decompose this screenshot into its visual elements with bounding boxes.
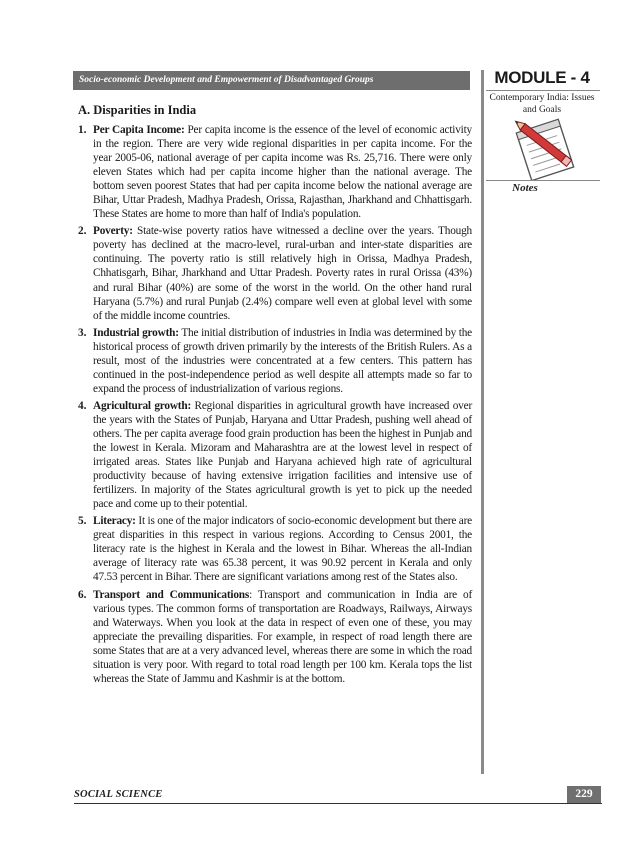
item-body: : Transport and communication in India are of various types. The common forms of transportation are Roadways, Railways, Airways and Waterways. When you look at the data in respect of even one of these, you may appreciate the prevailing disparities. For example, in respect of road length there are some States that are at a very advanced level, whereas there are some in which the road situation is very poor. With regard to total road length per 100 km. Kerala tops the list whereas the State of Jammu and Kashmir is at the bottom. — [93, 588, 473, 685]
item-heading: Poverty: — [93, 225, 133, 238]
item-text — [93, 326, 472, 396]
item-number: 2. — [78, 225, 87, 238]
item-body: Per capita income is the essence of the level of economic activity in the region. There are very wide regional disparities in per capita income. For the year 2005-06, national average of per capita income was Rs. 25,716. There were only eleven States which had per capita income higher than the national average. The bottom seven poorest States that had per capita income below the national average are Bihar, Uttar Pradesh, Madhya Pradesh, Orissa, Rajasthan, Jharkhand and Chhattisgarh. These States are home to more than half of India's population. — [93, 124, 472, 221]
module-title: MODULE - 4 — [494, 68, 590, 87]
module-rule — [486, 90, 600, 91]
list-item — [78, 514, 472, 584]
module-subtitle — [482, 93, 602, 116]
item-number: 4. — [78, 399, 87, 412]
item-number: 1. — [78, 124, 87, 136]
module-subtitle-line1: Contemporary India: Issues — [489, 93, 595, 103]
running-header-title: Socio-economic Development and Empowerment of Disadvantaged Groups — [79, 75, 374, 85]
list-item — [78, 399, 472, 511]
item-heading: Per Capita Income: — [93, 124, 185, 136]
item-body: It is one of the major indicators of socio-economic development but there are great disparities in this respect in various regions. According to Census 2001, the literacy rate is the highest in Kerala and the lowest in Bihar. Whereas the all-Indian average of literacy rate was 65.38 percent, it was 90.92 percent in Kerala and only 47.53 percent in Bihar. There are significant variations among rest of the States also. — [93, 515, 472, 584]
footer-subject: SOCIAL SCIENCE — [74, 789, 163, 800]
notes-label: Notes — [512, 182, 538, 194]
item-heading: Literacy: — [93, 515, 136, 528]
notes-rule — [486, 180, 600, 181]
item-number: 6. — [78, 588, 87, 601]
section-title: A. Disparities in India — [78, 103, 197, 117]
list-item — [78, 224, 472, 322]
main-content — [78, 103, 472, 689]
item-text — [93, 588, 472, 686]
item-body: Regional disparities in agricultural growth have increased over the years with the States of Punjab, Haryana and Uttar Pradesh, pushing well ahead of others. The per capita average food grain production has been the highest in Punjab and the lowest in Kerala. Mizoram and Maharashtra are at the lowest level in respect of irrigated areas. States like Punjab and Haryana achieved high rate of agricultural productivity because of having extensive irrigation facilities and intensive use of fertilizers. In majority of the States agricultural growth is yet to pick up the needed pace and come up to their potential. — [93, 399, 473, 511]
item-text — [93, 123, 472, 221]
item-text — [93, 224, 472, 322]
item-heading: Industrial growth: — [93, 326, 179, 339]
item-number: 5. — [78, 515, 87, 528]
list-item — [78, 588, 472, 686]
item-text — [93, 399, 472, 511]
module-subtitle-line2: and Goals — [522, 104, 562, 115]
running-header — [73, 71, 470, 90]
notepad-with-pencil-icon — [505, 115, 585, 181]
item-number: 3. — [78, 326, 87, 339]
item-heading: Agricultural growth: — [93, 399, 192, 412]
item-body: State-wise poverty ratios have witnessed a decline over the years. Though poverty has declined at the macro-level, rural-urban and inter-state disparities are continuing. The poverty ratio is still relatively high in Orissa, Madhya Pradesh, Chhatisgarh, Bihar, Jharkhand and Uttar Pradesh. Poverty rates in rural Orissa (43%) and rural Bihar (40%) are some of the worst in the world. On the other hand rural Haryana (5.7%) and rural Punjab (2.4%) compare well even at global level with some of the middle income countries. — [93, 225, 472, 322]
list-item — [78, 123, 472, 221]
item-body: The initial distribution of industries in India was determined by the historical process of growth driven primarily by the interests of the British Rulers. As a result, most of the industries were concentrated at a few centers. This pattern has continued in the post-independence period as well despite all attempts made so far to expand the process of industrialization of various regions. — [93, 326, 472, 395]
item-heading: Transport and Communications — [93, 588, 250, 601]
item-text — [93, 514, 472, 584]
footer-rule — [74, 803, 602, 804]
list-item — [78, 326, 472, 396]
margin-divider — [481, 70, 484, 774]
page-number: 229 — [567, 786, 601, 803]
